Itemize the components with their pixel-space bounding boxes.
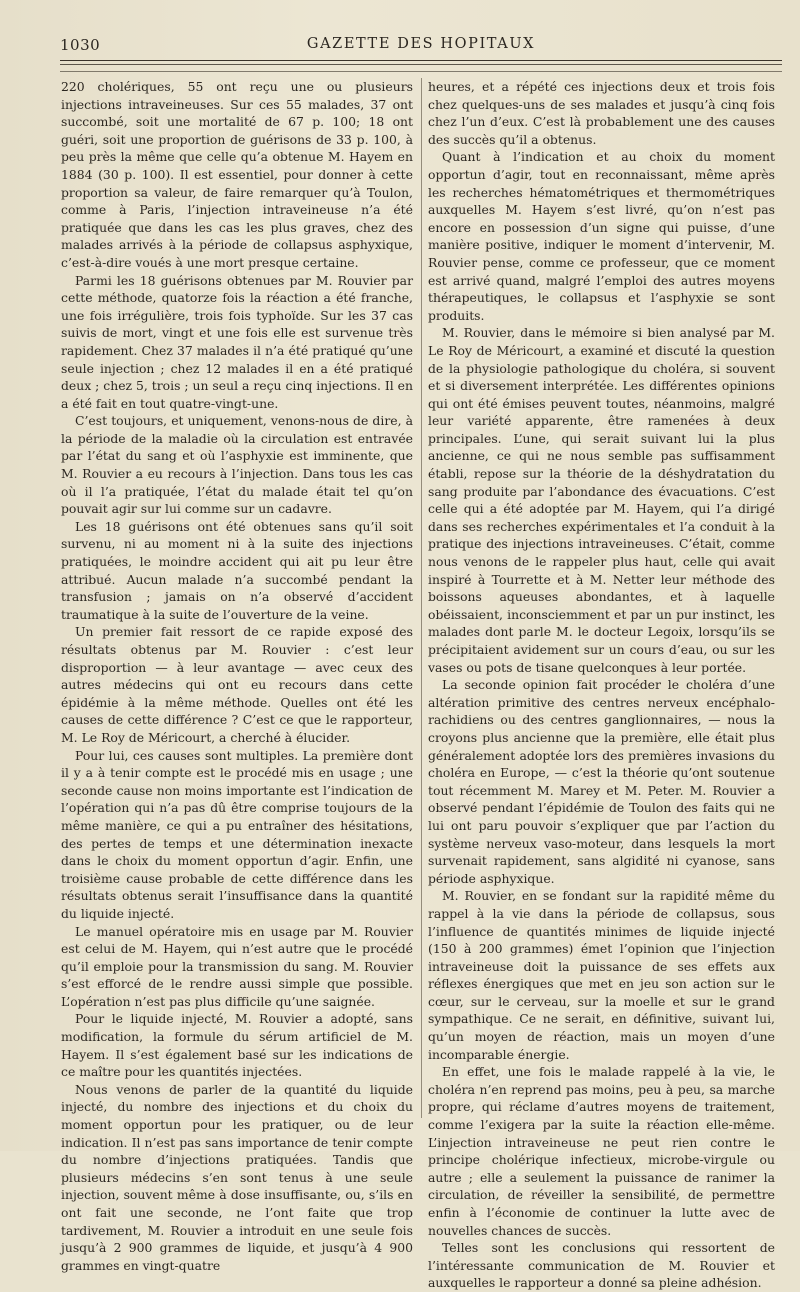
paragraph: Parmi les 18 guérisons obtenues par M. Rouvier par cette méthode, quatorze fois la réaction a été franche, une fois irrégulière, trois fois typhoïde. Sur les 37 cas suivis de mort, vingt et une fois elle est survenue très rapidement. Chez 37 malades il n’a été pratiqué qu’une seule injection ; chez 12 malades il en a été pratiqué deux ; chez 5, trois ; un seul a reçu cinq injections. Il en a été fait en tout quatre-vingt-une. — [61, 272, 413, 411]
paragraph: Telles sont les conclusions qui ressortent de l’intéressante communication de M. Rouvier et auxquelles le rapporteur a donné sa pleine adhésion. — [428, 1240, 775, 1291]
header-rule — [60, 60, 782, 61]
paragraph: La seconde opinion fait procéder le choléra d’une altération primitive des centres nerveux encéphalo-rachidiens ou des centres ganglionnaires, — nous la croyons plus ancienne que la première, elle était plus généralement adoptée lors des premières invasions du choléra en Europe, — c’est la théorie qu’ont soutenue tout récemment M. Marey et M. Peter. M. Rouvier a observé pendant l’épidémie de Toulon des faits qui ne lui ont paru pouvoir s’expliquer que par l’action du système nerveux vaso-moteur, dans lesquels la mort survenait rapidement, sans algidité ni cyanose, sans période asphyxique. — [428, 677, 775, 886]
running-title: GAZETTE DES HOPITAUX — [306, 36, 536, 52]
paragraph-continuation: heures, et a répété ces injections deux et trois fois chez quelques-uns de ses malades et jusqu’à cinq fois chez l’un d’eux. C’est là probablement une des causes des succès qu’il a obtenus. — [428, 79, 775, 147]
paragraph: M. Rouvier, dans le mémoire si bien analysé par M. Le Roy de Méricourt, a examiné et discuté la question de la physiologie pathologique du choléra, si souvent et si diversement interprétée. Les différentes opinions qui ont été émises peuvent toutes, néanmoins, malgré leur variété apparente, être ramenées à deux principales. L’une, qui serait suivant lui la plus ancienne, ce qui ne nous semble pas suffisamment établi, repose sur la théorie de la déshydratation du sang produite par l’abondance des évacuations. C’est celle qui a été adoptée par M. Hayem, qui l’a dirigé dans ses recherches expérimentales et l’a conduit à la pratique des injections intraveineuses. C’était, comme nous venons de le rappeler plus haut, celle qui avait inspiré à Tourrette et à M. Netter leur méthode des boissons aqueuses abondantes, et à laquelle obéissaient, inconsciemment et par un pur instinct, les malades dont parle M. le docteur Legoix, lorsqu’ils se précipitaient avidement sur un cours d’eau, ou sur les vases ou pots de tisane quelconques à leur portée. — [428, 325, 775, 675]
paragraph: Nous venons de parler de la quantité du liquide injecté, du nombre des injections et du choix du moment opportun pour les pratiquer, ou de leur indication. Il n’est pas sans importance de tenir compte du nombre d’injections pratiquées. Tandis que plusieurs médecins s’en sont tenus à une seule injection, souvent même à dose insuffisante, ou, s’ils en ont fait une seconde, ne l’ont faite que trop tardivement, M. Rouvier a introduit en une seule fois jusqu’à 2 900 grammes de liquide, et jusqu’à 4 900 grammes en vingt-quatre — [61, 1081, 413, 1273]
column-divider — [421, 78, 422, 1118]
paragraph: Pour le liquide injecté, M. Rouvier a adopté, sans modification, la formule du sérum artificiel de M. Hayem. Il s’est également basé sur les indications de ce maître pour les quantités injectées. — [61, 1011, 413, 1080]
page-number: 1030 — [60, 36, 101, 54]
paragraph: Pour lui, ces causes sont multiples. La première dont il y a à tenir compte est le procédé mis en usage ; une seconde cause non moins importante est l’indication de l’opération qui n’a pas dû être comprise toujours de la même manière, ce qui a pu entraîner des hésitations, des pertes de temps et une détermination inexacte dans le choix du moment opportun d’agir. Enfin, une troisième cause probable de cette différence dans les résultats obtenus serait l’insuffisance dans la quantité du liquide injecté. — [61, 747, 413, 921]
right-column — [428, 78, 775, 1292]
paragraph: Un premier fait ressort de ce rapide exposé des résultats obtenus par M. Rouvier : c’est leur disproportion — à leur avantage — avec ceux des autres médecins qui ont eu recours dans cette épidémie à la même méthode. Quelles ont été les causes de cette différence ? C’est ce que le rapporteur, M. Le Roy de Méricourt, a cherché à élucider. — [61, 624, 413, 745]
paragraph: En effet, une fois le malade rappelé à la vie, le choléra n’en reprend pas moins, peu à peu, sa marche propre, qui réclame d’autres moyens de traitement, comme l’exigera par la suite la réaction elle-même. L’injection intraveineuse ne peut rien contre le principe cholérique infectieux, microbe-virgule ou autre ; elle a seulement la puissance de ranimer la circulation, de réveiller la sensibilité, de permettre enfin à l’économie de continuer la lutte avec de nouvelles chances de succès. — [428, 1064, 775, 1238]
paragraph: C’est toujours, et uniquement, venons-nous de dire, à la période de la maladie où la circulation est entravée par l’état du sang et où l’asphyxie est imminente, que M. Rouvier a eu recours à l’injection. Dans tous les cas où il l’a pratiquée, l’état du malade était tel qu’on pouvait agir sur lui comme sur un cadavre. — [61, 413, 413, 517]
paragraph: Le manuel opératoire mis en usage par M. Rouvier est celui de M. Hayem, qui n’est autre que le procédé qu’il emploie pour la transmission du sang. M. Rouvier s’est efforcé de le rendre aussi simple que possible. L’opération n’est pas plus difficile qu’une saignée. — [61, 923, 413, 1009]
left-column — [61, 78, 413, 1274]
paragraph: Les 18 guérisons ont été obtenues sans qu’il soit survenu, ni au moment ni à la suite des injections pratiquées, le moindre accident qui ait pu leur être attribué. Aucun malade n’a succombé pendant la transfusion ; jamais on n’a observé d’accident traumatique à la suite de l’ouverture de la veine. — [61, 518, 413, 622]
header-rule-double — [60, 64, 782, 65]
paragraph: Quant à l’indication et au choix du moment opportun d’agir, tout en reconnaissant, même après les recherches hématométriques et thermométriques auxquelles M. Hayem s’est livré, qu’on n’est pas encore en possession d’un signe qui puisse, d’une manière positive, indiquer le moment d’intervenir, M. Rouvier pense, comme ce professeur, que ce moment est arrivé quand, malgré l’emploi des autres moyens thérapeutiques, le collapsus et l’asphyxie se sont produits. — [428, 149, 775, 323]
paragraph: 220 cholériques, 55 ont reçu une ou plusieurs injections intraveineuses. Sur ces 55 malades, 37 ont succombé, soit une mortalité de 67 p. 100; 18 ont guéri, soit une proportion de guérisons de 33 p. 100, à peu près la même que celle qu’a obtenue M. Hayem en 1884 (30 p. 100). Il est essentiel, pour donner à cette proportion sa valeur, de faire remarquer qu’à Toulon, comme à Paris, l’injection intraveineuse n’a été pratiquée que dans les cas les plus graves, chez des malades arrivés à la période de collapsus asphyxique, c’est-à-dire voués à une mort presque certaine. — [61, 79, 413, 270]
header-rule-thin — [60, 71, 782, 72]
paragraph: M. Rouvier, en se fondant sur la rapidité même du rappel à la vie dans la période de collapsus, sous l’influence de quantités minimes de liquide injecté (150 à 200 grammes) émet l’opinion que l’injection intraveineuse doit la puissance de ses effets aux réflexes énergiques que met en jeu son action sur le cœur, sur le cerveau, sur la moelle et sur le grand sympathique. Ce ne serait, en définitive, suivant lui, qu’un moyen de réaction, mais un moyen d’une incomparable énergie. — [428, 888, 775, 1062]
page-header — [60, 36, 782, 60]
